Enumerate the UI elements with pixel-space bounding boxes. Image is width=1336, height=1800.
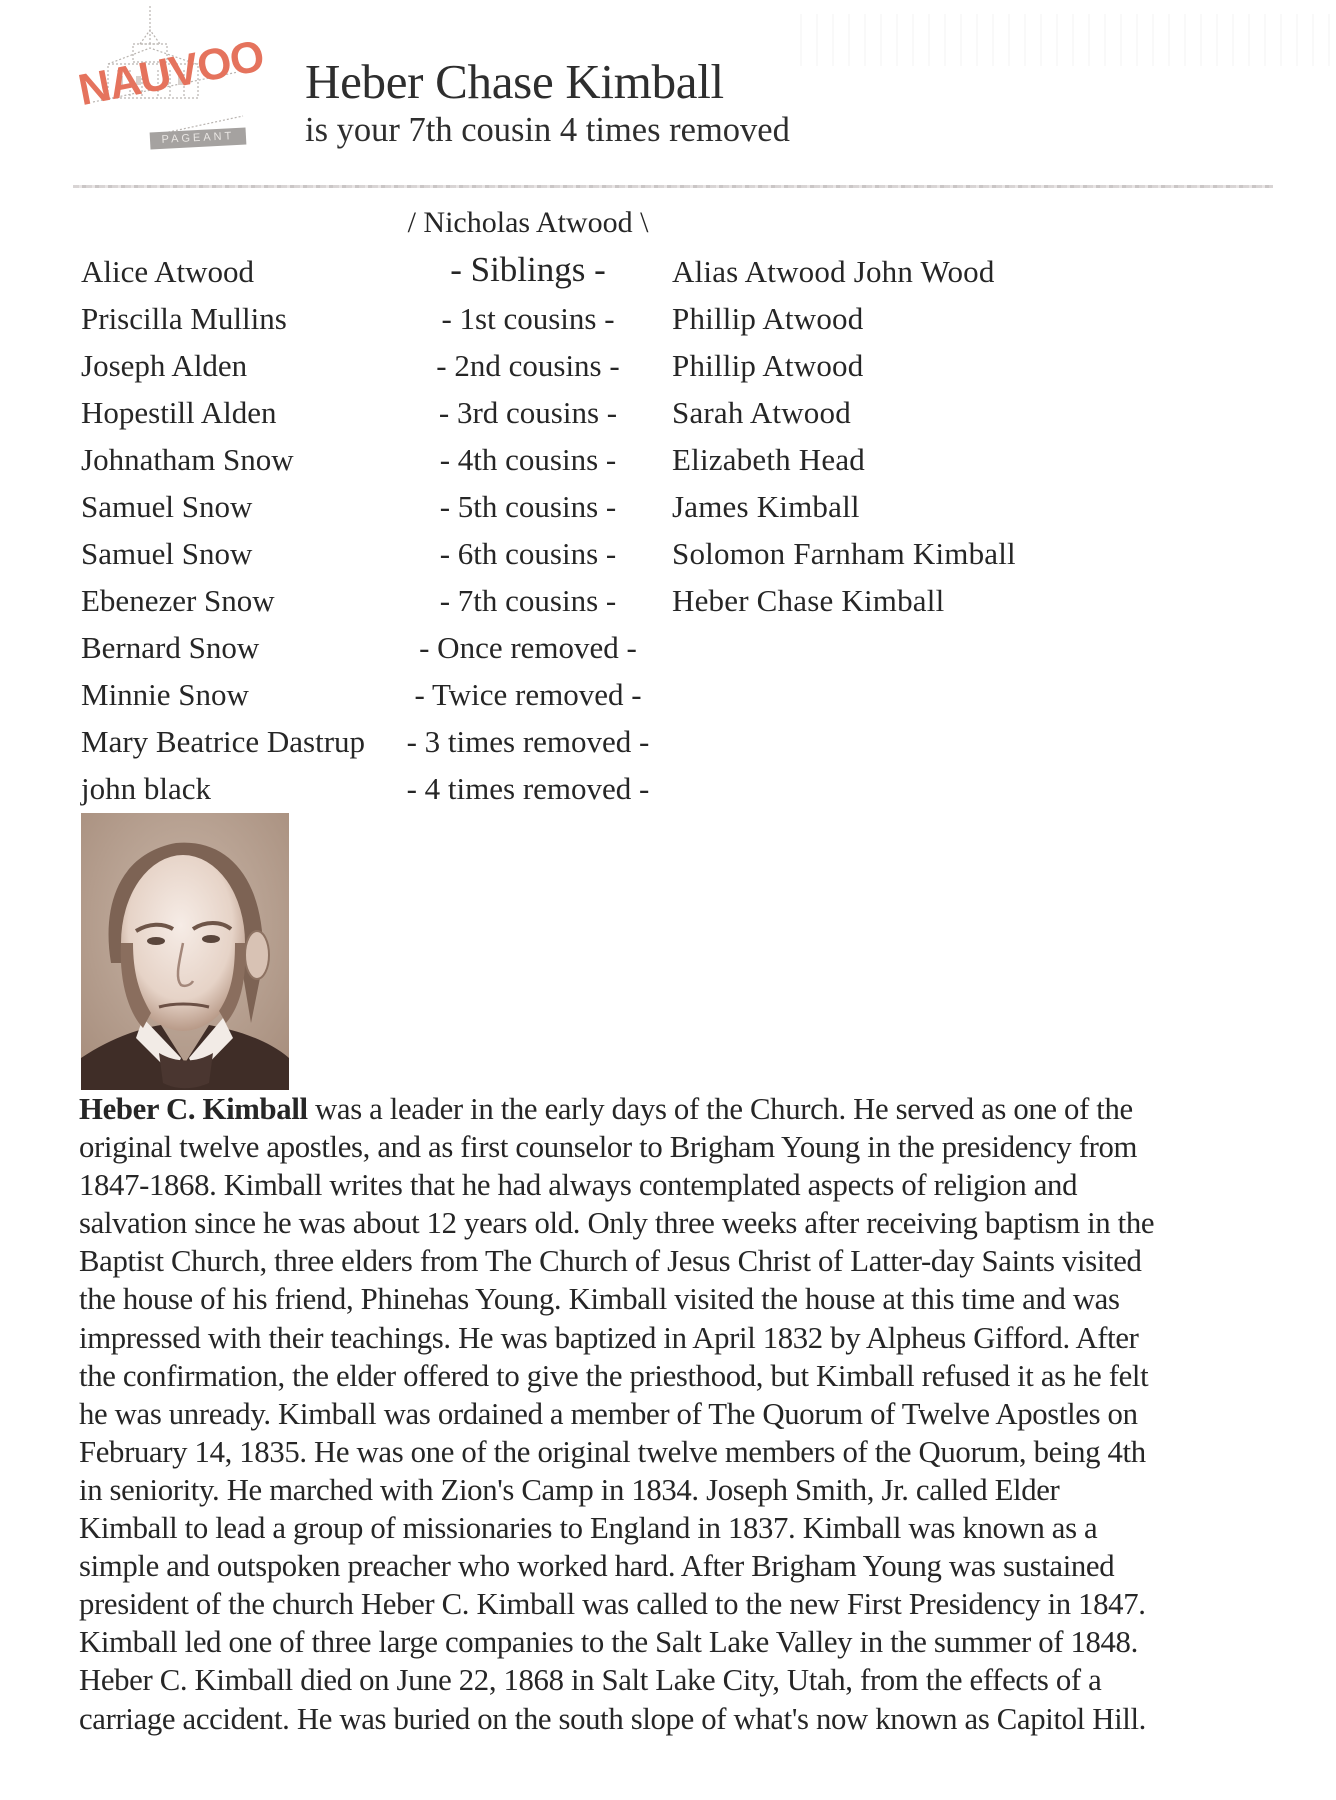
relationship-degree: - Siblings -	[450, 250, 606, 289]
relationship-table	[0, 252, 1336, 816]
portrait-illustration	[81, 813, 289, 1090]
bio-subject-name: Heber C. Kimball	[79, 1091, 308, 1126]
bio-line: carriage accident. He was buried on the south slope of what's now known as Capitol Hill.	[79, 1700, 1146, 1736]
right-lineage-person: Solomon Farnham Kimball	[672, 536, 1016, 571]
left-lineage-person: Johnatham Snow	[81, 442, 294, 477]
bio-line: president of the church Heber C. Kimball was called to the new First Presidency in 1847.	[79, 1586, 1146, 1622]
header-divider	[73, 185, 1273, 188]
left-lineage-person: Minnie Snow	[81, 677, 249, 712]
relationship-row	[0, 393, 1336, 440]
nauvoo-pageant-logo	[74, 4, 268, 156]
left-lineage-person: Mary Beatrice Dastrup	[81, 724, 366, 759]
relationship-row	[0, 252, 1336, 299]
relationship-degree: - Twice removed -	[414, 677, 642, 712]
relationship-row	[0, 769, 1336, 816]
relationship-row	[0, 487, 1336, 534]
relationship-row	[0, 581, 1336, 628]
bio-line: in seniority. He marched with Zion's Camp in 1834. Joseph Smith, Jr. called Elder	[79, 1471, 1060, 1507]
relationship-summary: is your 7th cousin 4 times removed	[305, 111, 790, 149]
right-lineage-person: Sarah Atwood	[672, 395, 851, 430]
relationship-row	[0, 722, 1336, 769]
right-lineage-person: Alias Atwood John Wood	[672, 254, 995, 289]
relationship-degree: - 1st cousins -	[441, 301, 615, 336]
bio-line: salvation since he was about 12 years old. Only three weeks after receiving baptism in the	[79, 1205, 1155, 1241]
right-lineage-person: Heber Chase Kimball	[672, 583, 945, 618]
relationship-degree: - 3rd cousins -	[438, 395, 618, 430]
bio-line: the house of his friend, Phinehas Young. Kimball visited the house at this time and was	[79, 1281, 1120, 1317]
bio-line: impressed with their teachings. He was baptized in April 1832 by Alpheus Gifford. After	[79, 1319, 1139, 1355]
relationship-row	[0, 534, 1336, 581]
right-lineage-person: James Kimball	[672, 489, 860, 524]
left-lineage-person: Ebenezer Snow	[81, 583, 275, 618]
biography	[79, 1090, 1289, 1738]
portrait-photo	[81, 813, 289, 1090]
left-lineage-person: Hopestill Alden	[81, 395, 277, 430]
common-ancestor: / Nicholas Atwood \	[407, 206, 649, 239]
bio-line	[79, 1090, 1279, 1128]
right-lineage-person: Phillip Atwood	[672, 348, 864, 383]
bio-line: Heber C. Kimball died on June 22, 1868 in Salt Lake City, Utah, from the effects of a	[79, 1662, 1102, 1698]
relationship-degree: - 2nd cousins -	[436, 348, 620, 383]
left-lineage-person: Priscilla Mullins	[81, 301, 287, 336]
right-lineage-person: Elizabeth Head	[672, 442, 866, 477]
page-title: Heber Chase Kimball	[305, 54, 724, 109]
relationship-degree: - 7th cousins -	[439, 583, 617, 618]
bio-line: Kimball led one of three large companies to the Salt Lake Valley in the summer of 1848.	[79, 1624, 1138, 1660]
bio-line: original twelve apostles, and as first counselor to Brigham Young in the presidency from	[79, 1129, 1138, 1165]
left-lineage-person: john black	[81, 771, 211, 806]
scan-artifact-stripes	[800, 14, 1330, 66]
left-lineage-person: Samuel Snow	[81, 536, 253, 571]
bio-line: he was unready. Kimball was ordained a member of The Quorum of Twelve Apostles on	[79, 1395, 1138, 1431]
left-lineage-person: Bernard Snow	[81, 630, 260, 665]
relationship-degree: - Once removed -	[419, 630, 637, 665]
bio-line: the confirmation, the elder offered to give the priesthood, but Kimball refused it as he felt	[79, 1357, 1149, 1393]
bio-line: February 14, 1835. He was one of the original twelve members of the Quorum, being 4th	[79, 1433, 1146, 1469]
logo-tagline-banner: PAGEANT	[150, 127, 247, 149]
left-lineage-person: Alice Atwood	[81, 254, 255, 289]
left-lineage-person: Joseph Alden	[81, 348, 248, 383]
logo-wordmark: NAUVOO	[74, 31, 268, 116]
bio-line: Baptist Church, three elders from The Church of Jesus Christ of Latter-day Saints visited	[79, 1243, 1142, 1279]
relationship-degree: - 4 times removed -	[406, 771, 650, 806]
relationship-row	[0, 628, 1336, 675]
relationship-row	[0, 299, 1336, 346]
relationship-row	[0, 346, 1336, 393]
relationship-degree: - 5th cousins -	[439, 489, 617, 524]
relationship-row	[0, 675, 1336, 722]
bio-line-text: was a leader in the early days of the Church. He served as one of the	[307, 1091, 1133, 1126]
bio-line: 1847-1868. Kimball writes that he had always contemplated aspects of religion and	[79, 1167, 1078, 1203]
right-lineage-person: Phillip Atwood	[672, 301, 864, 336]
bio-line: Kimball to lead a group of missionaries to England in 1837. Kimball was known as a	[79, 1510, 1098, 1546]
relationship-degree: - 3 times removed -	[406, 724, 650, 759]
left-lineage-person: Samuel Snow	[81, 489, 253, 524]
relationship-degree: - 4th cousins -	[439, 442, 617, 477]
bio-line: simple and outspoken preacher who worked hard. After Brigham Young was sustained	[79, 1548, 1115, 1584]
relationship-degree: - 6th cousins -	[439, 536, 617, 571]
relationship-row	[0, 440, 1336, 487]
